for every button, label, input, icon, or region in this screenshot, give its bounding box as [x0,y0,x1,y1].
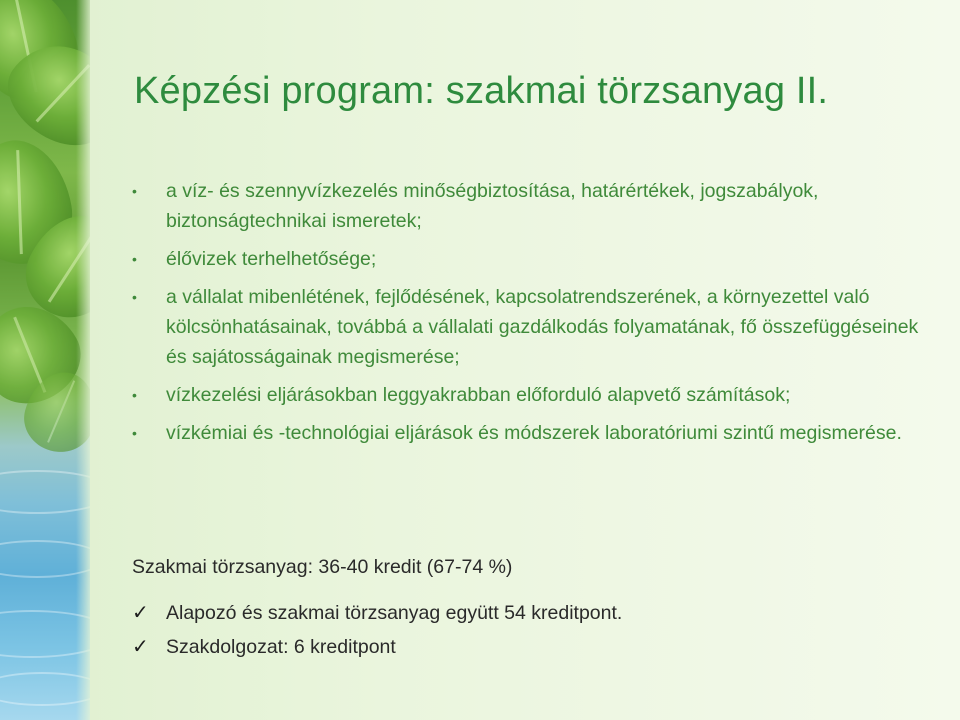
check-text: Szakdolgozat: 6 kreditpont [166,636,396,658]
topic-bullet-list [130,176,930,456]
credit-summary: Szakmai törzsanyag: 36-40 kredit (67-74 %) [132,556,513,578]
bullet-text: élővizek terhelhetősége; [166,248,377,270]
image-edge-fade [76,0,90,720]
bullet-item [130,282,930,372]
bullet-item [130,244,930,274]
check-item [132,596,622,630]
bullet-text: vízkémiai és -technológiai eljárások és módszerek laboratóriumi szintű megismerése. [166,422,902,444]
check-item [132,630,622,664]
bullet-dot-icon: • [132,289,137,305]
bullet-dot-icon: • [132,251,137,267]
bullet-item [130,176,930,236]
bullet-text: vízkezelési eljárásokban leggyakrabban előforduló alapvető számítások; [166,384,791,406]
checkmark-icon: ✓ [132,636,149,658]
check-text: Alapozó és szakmai törzsanyag együtt 54 kreditpont. [166,602,623,624]
bullet-text: a víz- és szennyvízkezelés minőségbiztosítása, határértékek, jogszabályok, biztonságtechnikai ismeretek; [166,180,819,232]
bullet-item [130,418,930,448]
leaves-water-image [0,0,90,720]
checkmark-icon: ✓ [132,602,149,624]
bullet-item [130,380,930,410]
bullet-dot-icon: • [132,425,137,441]
bullet-text: a vállalat mibenlétének, fejlődésének, kapcsolatrendszerének, a környezettel való kölcsönhatásainak, továbbá a vállalati gazdálkodás folyamatának, fő összefüggéseinek és sajátosságainak megismerése; [166,286,919,368]
slide-title: Képzési program: szakmai törzsanyag II. [134,70,829,112]
bullet-dot-icon: • [132,183,137,199]
credit-check-list [132,596,622,664]
bullet-dot-icon: • [132,387,137,403]
